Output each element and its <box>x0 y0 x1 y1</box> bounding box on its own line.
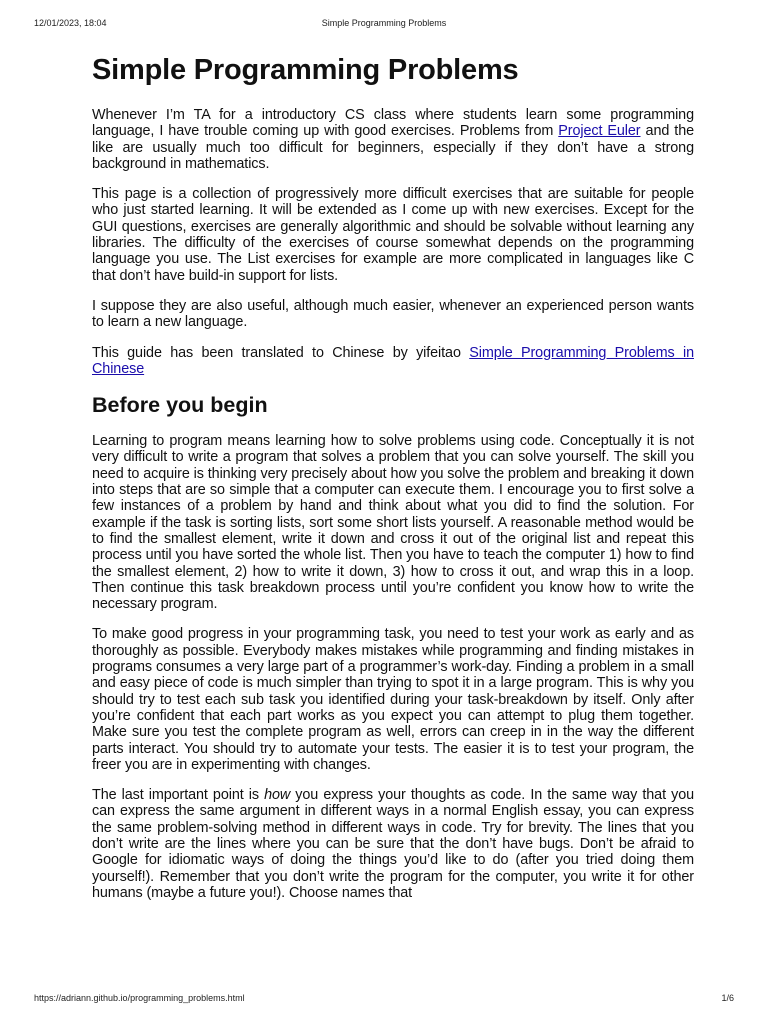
print-url: https://adriann.github.io/programming_problems.html <box>34 993 245 1003</box>
print-doc-title: Simple Programming Problems <box>321 18 447 28</box>
intro-paragraph-3: I suppose they are also useful, although much easier, whenever an experienced person wants to learn a new language. <box>92 297 694 331</box>
article <box>92 52 694 899</box>
page-title: Simple Programming Problems <box>92 54 519 86</box>
intro-paragraph-4 <box>92 345 694 378</box>
print-footer <box>34 993 734 1005</box>
print-page-number: 1/6 <box>721 993 734 1003</box>
emphasis-how: how <box>264 787 291 804</box>
intro-p4-text: This guide has been translated to Chinese by yifeitao <box>92 344 470 361</box>
print-datetime: 12/01/2023, 18:04 <box>34 18 107 28</box>
section-paragraph-2: To make good progress in your programming task, you need to test your work as early and as thoroughly as possible. Everybody makes mistakes while programming and finding mistakes in programs consumes a very large part of a programmer’s work-day. Finding a problem in a small and easy piece of code is much simpler than trying to spot it in a large program. This is why you should try to test each sub task you identified during your task-breakdown by itself. Only after you’re confident that each part works as you expect you can attempt to plug them together. Make sure you test the complete program as well, errors can creep in in the way the different parts interact. You should try to automate your tests. The easier it is to test your program, the freer you are in experimenting with changes. <box>92 626 694 773</box>
section-heading-before-you-begin: Before you begin <box>92 393 268 418</box>
chinese-translation-link[interactable]: Simple Programming Problems in Chinese <box>92 344 694 377</box>
intro-p1-text-after: and the like are usually much too difficult for beginners, especially if they don’t have a strong background in mathematics. <box>92 123 695 172</box>
section-p3-text-after: you express your thoughts as code. In the same way that you can express the same argument in different ways in a normal English essay, you can express the same problem-solving method in different ways in code. Try for brevity. The lines that you don’t write are the lines where you can be sure that the don’t have bugs. Don’t be afraid to Google for idiomatic ways of doing the things you’d like to do (after you tried doing them yourself!). Remember that you don’t write the program for the computer, you write it for other humans (maybe a future you!). Choose names that <box>92 787 695 901</box>
section-p3-text-before: The last important point is <box>92 787 265 804</box>
intro-paragraph-2: This page is a collection of progressively more difficult exercises that are suitable for people who just started learning. It will be extended as I come up with new exercises. Except for the GUI questions, exercises are generally algorithmic and should be solvable without learning any libraries. The difficulty of the exercises of course somewhat depends on the programming language you use. The List exercises for example are more complicated in languages like C that don’t have build-in support for lists. <box>92 186 694 284</box>
section-paragraph-3 <box>92 787 695 901</box>
project-euler-link[interactable]: Project Euler <box>558 123 641 140</box>
section-paragraph-1: Learning to program means learning how to solve problems using code. Conceptually it is not very difficult to write a program that solves a problem that you can solve yourself. The skill you need to acquire is thinking very precisely about how you solve the problem and breaking it down into steps that are so simple that a computer can execute them. I encourage you to first solve a few instances of a problem by hand and think about what you did to find the solution. For example if the task is sorting lists, sort some short lists yourself. A reasonable method would be to find the smallest element, write it down and cross it out of the original list and repeat this process until you have sorted the whole list. Then you have to teach the computer 1) how to find the smallest element, 2) how to write it down, 3) how to cross it out, and wrap this in a loop. Then continue this task breakdown process until you’re confident you know how to write the necessary program. <box>92 433 694 613</box>
print-header <box>34 18 734 30</box>
intro-paragraph-1 <box>92 107 694 172</box>
intro-p1-text-before: Whenever I’m TA for a introductory CS class where students learn some programming language, I have trouble coming up with good exercises. Problems from <box>92 107 694 140</box>
